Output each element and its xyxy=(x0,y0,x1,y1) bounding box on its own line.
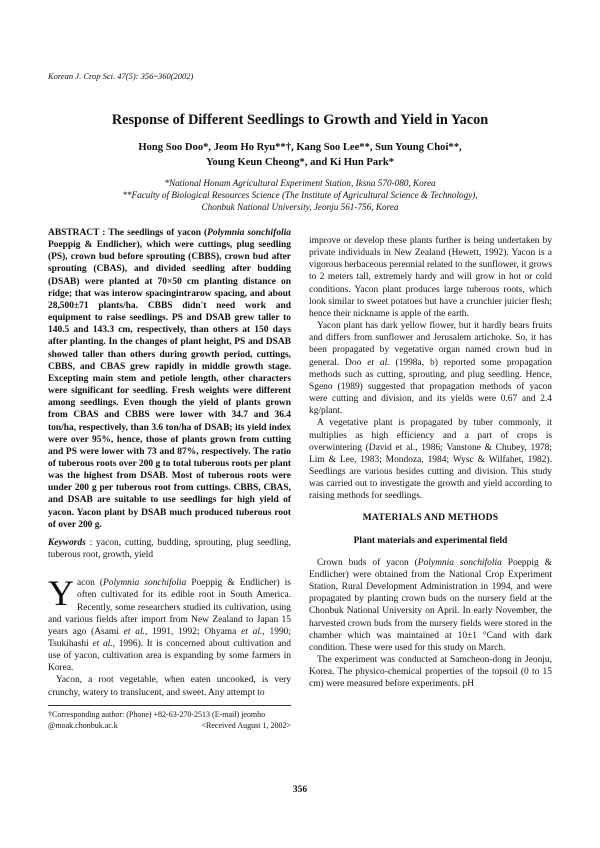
right-paragraph-1: improve or develop these plants further is being undertaken by private individuals in New Zealand (Hewett, 1992). Yacon is a vigorous herbaceous perennial related to the sunflower, it grows to 2 meters tall, extremely hardy and will grow in hot or cold conditions. Yacon plant produces large tuberous roots, which look similar to sweet potatoes but have a crunchier juicier flesh; hence their nickname is apple of the earth. xyxy=(309,236,552,319)
keywords-label: Keywords xyxy=(48,537,86,548)
keywords xyxy=(48,537,291,561)
footnote xyxy=(48,709,291,731)
abstract-head: ABSTRACT : The seedlings of yacon ( xyxy=(48,228,208,238)
intro-text-b: Poeppig & Endlicher) is often cultivated for its edible root in South America. Recently, some researchers studied its cultivation, using and various fields after import from New Zealand to Japan 15 years ago (Asami xyxy=(48,578,291,637)
introduction xyxy=(48,573,292,699)
intro-text-d: , 1990; Tsukihashi xyxy=(48,626,292,649)
abstract-text: Poeppig & Endlicher), which were cuttings, plug seedling (PS), crown bud before sprouting (CBBS), crown bud after sprouting (CBAS), and divided seedling after budding (DSAB) were planted at 70×50 cm planting distance on ridge; that was interow spacingintrarow spacing, and about 28,500±71 plants/ha. CBBS didn't need work and equipment to raise seedlings. PS and DSAB grew taller to 140.5 and 143.3 cm, respectively, than others at 150 days after planting. In the changes of plant height, PS and DSAB showed taller than others during growth period, cuttings, CBBS, and CBAS grew rapidly in middle growth stage. Excepting main stem and petiole length, other characters were significant for seedling. Fresh weights were different among seedlings. Even though the yield of plants grown from CBAS and CBBS were lower with 34.7 and 36.4 ton/ha, respectively, than 3.6 ton/ha of DSAB; its yield index were over 95%, hence, those of plants grown from cutting and PS were lower with 73 and 87%, respectively. The ratio of tuberous roots over 200 g to total tuberous roots per plant was the highest from DSAB. Most of tuberous roots were under 200 g per tuberous root from cuttings. CBBS, CBAS, and DSAB are suitable to use seedlings for high yield of yacon. Yacon plant by DSAB much produced tuberous root of over 200 g. xyxy=(48,240,291,530)
right-column xyxy=(309,235,552,690)
intro-text-c: , 1991, 1992; Ohyama xyxy=(144,626,242,637)
affiliation-2: **Faculty of Biological Resources Science (The Institute of Agricultural Science & Technology), xyxy=(122,190,478,200)
right-paragraph-3: A vegetative plant is propagated by tuber commonly, it multiplies as high efficiency and a part of crops is overwintering (David et al., 1986; Vanstone & Chubey, 1978; Lim & Lee, 1983; Mondoza, 1984; Wysc & Wilfahet, 1982). Seedlings are various besides cutting and division. This study was carried out to investigate the growth and yield according to raising methods for seedlings. xyxy=(309,418,552,502)
paper-title: Response of Different Seedlings to Growth and Yield in Yacon xyxy=(111,112,489,128)
abstract-species: Polymnia sonchifolia xyxy=(207,228,291,238)
intro-species: Polymnia sonchifolia xyxy=(103,578,187,589)
intro-etal-1: et al. xyxy=(123,626,145,637)
left-column xyxy=(48,227,291,731)
footnote-rule xyxy=(48,705,291,706)
right-paragraph-2 xyxy=(309,320,552,417)
journal-citation: Korean J. Crop Sci. 47(5): 356~360(2002) xyxy=(48,71,194,81)
keywords-text: : yacon, cutting, budding, sprouting, plug seedling, tuberous root, growth, yield xyxy=(48,537,291,561)
abstract xyxy=(48,227,291,531)
right-p4-species: Polymnia sonchifolia xyxy=(417,557,502,568)
right-p2-b: (1998a, b) reported some propagation methods such as cutting, sprouting, and plug seedling. Hence, Sgeno (1989) suggested that propagation methods of yacon were cutting and division, and its yields were 0.67 and 2.4 kg/plant. xyxy=(309,357,552,417)
section-heading: MATERIALS AND METHODS xyxy=(362,512,499,524)
author-list xyxy=(0,141,600,170)
affiliations xyxy=(0,177,600,213)
intro-etal-3: et al. xyxy=(92,639,113,649)
subsection-heading: Plant materials and experimental field xyxy=(353,535,508,546)
page-number: 356 xyxy=(292,785,308,795)
intro-text-a: acon ( xyxy=(77,578,104,589)
footnote-line-2 xyxy=(48,720,291,731)
right-paragraph-5: The experiment was conducted at Samcheon-dong in Jeonju, Korea. The physico-chemical properties of the topsoil (0 to 15 cm) were measured before experiments. pH xyxy=(309,655,552,690)
right-p4-b: Poeppig & Endlicher) were obtained from the National Crop Experiment Station, Rural Development Administration in 1994, and were propagated by planting crown buds on the nursery field at the Chonbuk National University on April. In early November, the harvested crown buds from the nursery fields were stored in the chamber which was maintained at 10±1 °Cand with dark condition. These were used for this study on March. xyxy=(309,557,552,653)
author-line-2: Young Keun Cheong*, and Ki Hun Park* xyxy=(205,156,395,168)
intro-paragraph-1 xyxy=(48,573,292,674)
footnote-email: @moak.chonbuk.ac.k xyxy=(48,720,118,730)
intro-paragraph-2: Yacon, a root vegetable, when eaten uncooked, is very crunchy, watery to translucent, and sweet. Any attempt to xyxy=(48,675,291,698)
right-paragraph-4 xyxy=(309,557,552,654)
right-p2-a: Yacon plant has dark yellow flower, but it hardly bears fruits and differs from sunflower and Jerusalem artichoke. So, it has been propagated by vegetative organ named crown bud in general. Doo xyxy=(309,321,552,368)
author-line-1: Hong Soo Doo*, Jeom Ho Ryu**†, Kang Soo Lee**, Sun Young Choi**, xyxy=(138,142,462,153)
right-p4-a: Crown buds of yacon ( xyxy=(317,557,418,568)
drop-cap: Y xyxy=(48,573,74,614)
affiliation-1: *National Honam Agricultural Experiment Station, Iksna 570-080, Korea xyxy=(164,178,436,188)
intro-text-e: , 1996). It is concerned about cultivation and use of yacon, cultivation area is expanding by some farmers in Korea. xyxy=(48,639,291,674)
affiliation-3: Chonbuk National University, Jeonju 561-756, Korea xyxy=(201,202,399,212)
right-p2-etal: et al. xyxy=(367,357,390,368)
received-date: <Received August 1, 2002> xyxy=(201,720,291,730)
intro-etal-2: et al. xyxy=(241,626,263,637)
footnote-line-1: †Corresponding author: (Phone) +82-63-270-2513 (E-mail) jeomho xyxy=(48,709,266,719)
